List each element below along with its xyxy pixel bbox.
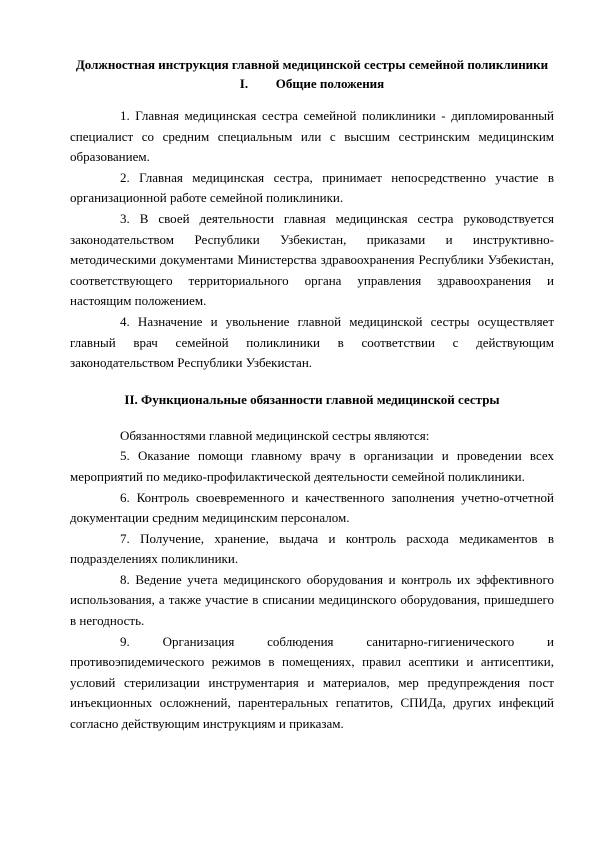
paragraph-intro: Обязанностями главной медицинской сестры являются: bbox=[120, 427, 430, 443]
document-body bbox=[70, 55, 554, 735]
paragraph-4: 4. Назначение и увольнение главной медицинской сестры осуществляет главный врач семейной поликлиники в соответствии с действующим законодательством Республики Узбекистан. bbox=[70, 313, 554, 371]
paragraph-3: 3. В своей деятельности главная медицинская сестра руководствуется законодательством Республики Узбекистан, приказами и инструктивно-методическими документами Министерства здравоохранения Республики Узбекистан, соответствующего территориального органа управления здравоохранения и настоящим положением. bbox=[70, 210, 554, 309]
paragraph-8: 8. Ведение учета медицинского оборудования и контроль их эффективного использования, а также участие в списании медицинского оборудования, пришедшего в негодность. bbox=[70, 571, 554, 629]
paragraph-2: 2. Главная медицинская сестра, принимает непосредственно участие в организационной работе семейной поликлиники. bbox=[70, 169, 554, 206]
paragraph-1: 1. Главная медицинская сестра семейной поликлиники - дипломированный специалист со средним специальным или с высшим сестринским медицинским образованием. bbox=[70, 108, 554, 165]
section-2-heading: II. Функциональные обязанности главной медицинской сестры bbox=[124, 391, 500, 407]
section-1-number: I. bbox=[239, 76, 249, 91]
section-1-heading: Общие положения bbox=[275, 76, 385, 91]
paragraph-7: 7. Получение, хранение, выдача и контроль расхода медикаментов в подразделениях поликлиники. bbox=[70, 530, 554, 567]
document-title: Должностная инструкция главной медицинской сестры семейной поликлиники bbox=[75, 57, 549, 72]
paragraph-5: 5. Оказание помощи главному врачу в организации и проведении всех мероприятий по медико-профилактической деятельности семейной поликлиники. bbox=[70, 448, 554, 484]
paragraph-6: 6. Контроль своевременного и качественного заполнения учетно-отчетной документации средним медицинским персоналом. bbox=[70, 489, 554, 526]
paragraph-9: 9. Организация соблюдения санитарно-гигиенического и противоэпидемического режимов в помещениях, правил асептики и антисептики, условий стерилизации инструментария и материалов, мер предупреждения пост инъекционных осложнений, парентеральных гепатитов, СПИДа, других инфекций согласно действующим инструкциям и приказам. bbox=[70, 633, 554, 732]
section-1-header bbox=[70, 74, 554, 94]
